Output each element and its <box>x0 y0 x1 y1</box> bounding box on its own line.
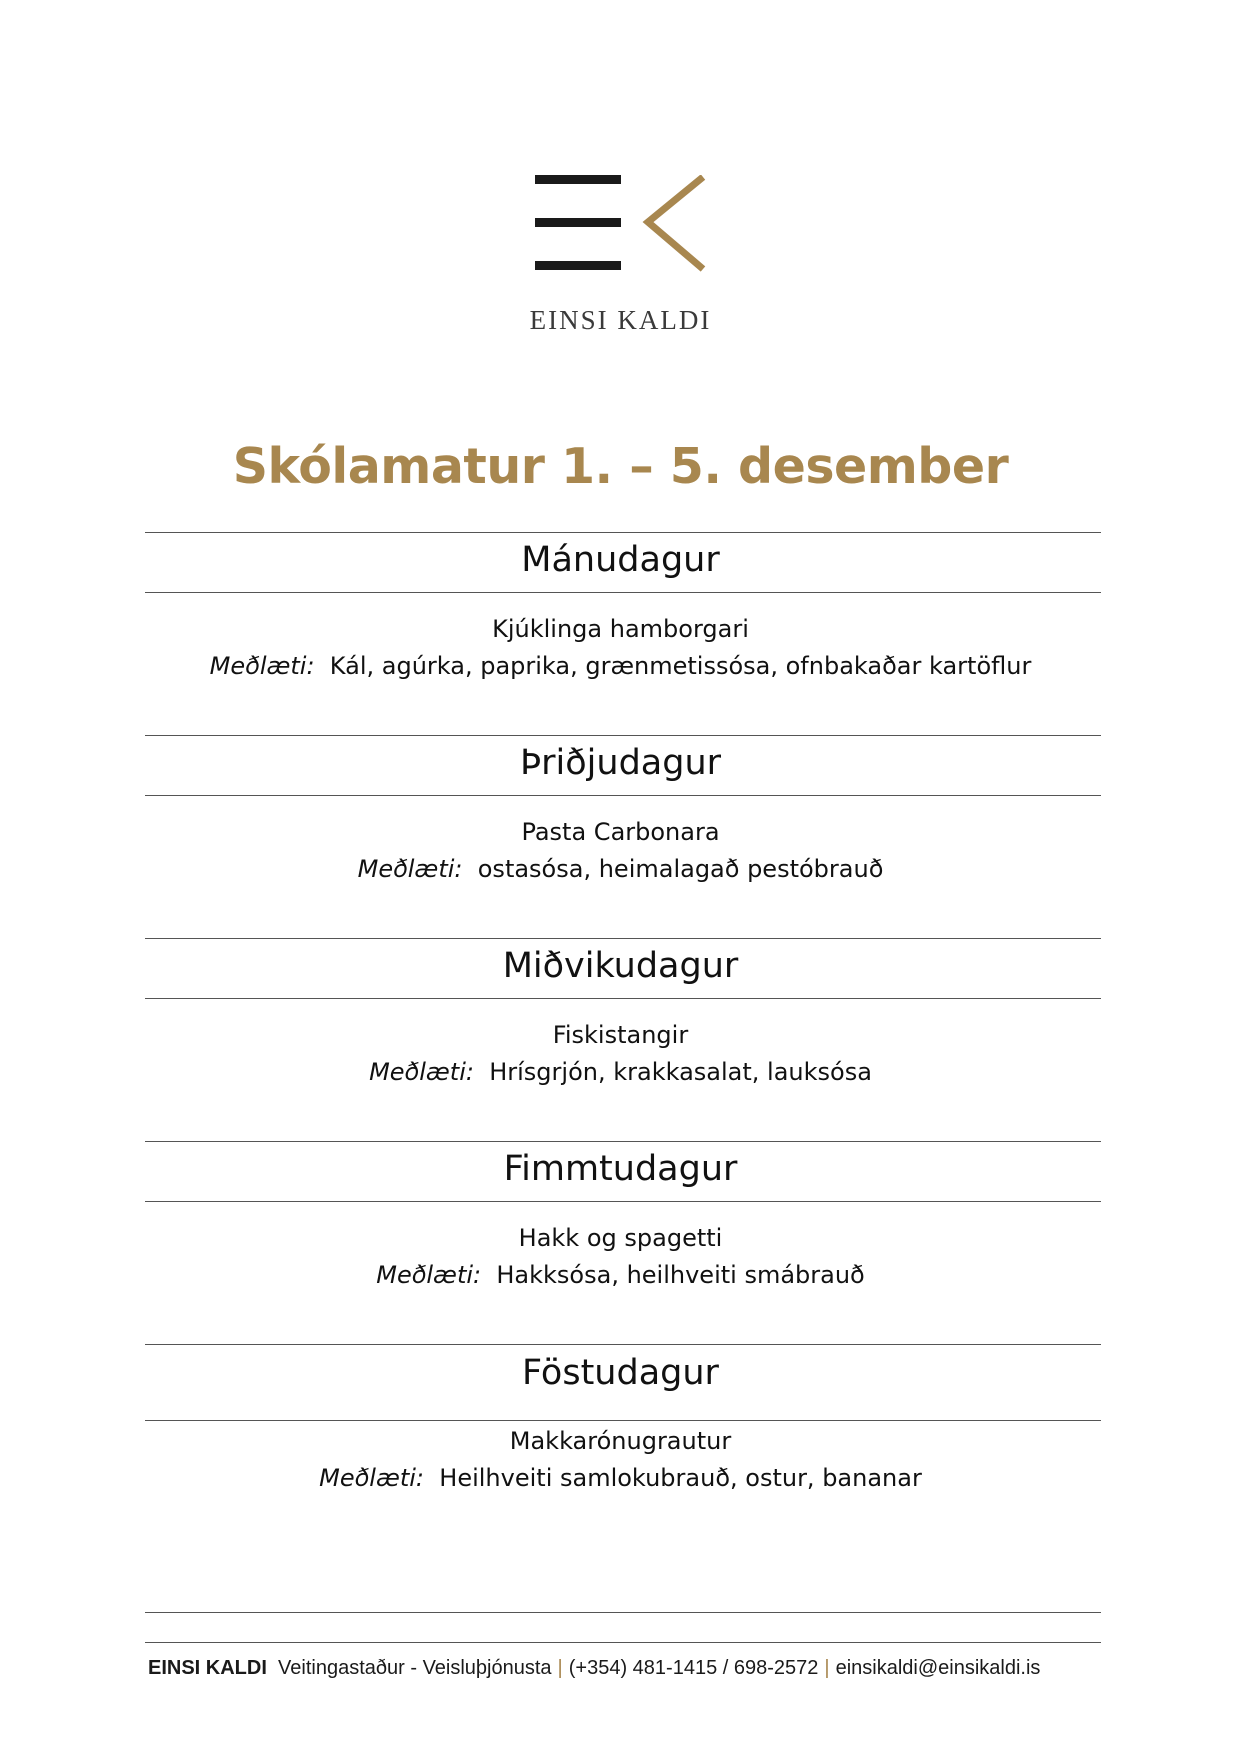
day-heading-friday: Föstudagur <box>522 1353 719 1393</box>
page-title: Skólamatur 1. – 5. desember <box>232 438 1009 495</box>
footer-divider-bottom <box>145 1642 1101 1643</box>
sides-text: Hrísgrjón, krakkasalat, lauksósa <box>489 1058 872 1086</box>
divider <box>145 735 1101 736</box>
divider <box>145 1141 1101 1142</box>
divider <box>145 795 1101 796</box>
divider <box>145 998 1101 999</box>
dish-wednesday: Fiskistangir <box>552 1021 689 1049</box>
footer-divider-top <box>145 1612 1101 1613</box>
divider <box>145 1201 1101 1202</box>
sides-text: Heilhveiti samlokubrauð, ostur, bananar <box>439 1464 922 1492</box>
logo-chevron <box>648 177 703 269</box>
dish-tuesday: Pasta Carbonara <box>521 818 720 846</box>
dish-thursday: Hakk og spagetti <box>518 1224 723 1252</box>
footer-separator: | <box>824 1657 830 1679</box>
footer-brand: EINSI KALDI <box>148 1657 267 1679</box>
logo-bar-bottom <box>535 261 621 270</box>
sides-text: Hakksósa, heilhveiti smábrauð <box>496 1261 865 1289</box>
day-heading-thursday: Fimmtudagur <box>503 1149 738 1189</box>
footer-tagline: Veitingastaður - Veisluþjónusta <box>278 1657 552 1679</box>
sides-label: Meðlæti: <box>376 1261 482 1289</box>
day-heading-wednesday: Miðvikudagur <box>502 946 739 986</box>
logo-text: EINSI KALDI <box>529 305 712 335</box>
dish-friday: Makkarónugrautur <box>509 1427 732 1455</box>
divider <box>145 1344 1101 1345</box>
dish-monday: Kjúklinga hamborgari <box>492 615 749 643</box>
sides-label: Meðlæti: <box>209 652 315 680</box>
sides-text: ostasósa, heimalagað pestóbrauð <box>477 855 884 883</box>
sides-wednesday <box>0 1058 1241 1086</box>
divider <box>145 1420 1101 1421</box>
footer-phone: (+354) 481-1415 / 698-2572 <box>568 1657 819 1679</box>
logo-bar-top <box>535 175 621 184</box>
einsi-kaldi-logo <box>535 175 715 275</box>
sides-text: Kál, agúrka, paprika, grænmetissósa, ofnbakaðar kartöflur <box>329 652 1032 680</box>
day-heading-monday: Mánudagur <box>521 540 720 580</box>
sides-tuesday <box>0 855 1241 883</box>
sides-thursday <box>0 1261 1241 1289</box>
sides-label: Meðlæti: <box>369 1058 474 1086</box>
logo-bar-middle <box>535 218 621 227</box>
sides-monday <box>0 652 1241 680</box>
sides-label: Meðlæti: <box>357 855 463 883</box>
divider <box>145 592 1101 593</box>
footer-separator: | <box>557 1657 563 1679</box>
divider <box>145 532 1101 533</box>
divider <box>145 938 1101 939</box>
footer-email: einsikaldi@einsikaldi.is <box>835 1657 1041 1679</box>
day-heading-tuesday: Þriðjudagur <box>519 743 722 783</box>
footer <box>148 1657 1148 1680</box>
sides-label: Meðlæti: <box>319 1464 425 1492</box>
sides-friday <box>0 1464 1241 1492</box>
